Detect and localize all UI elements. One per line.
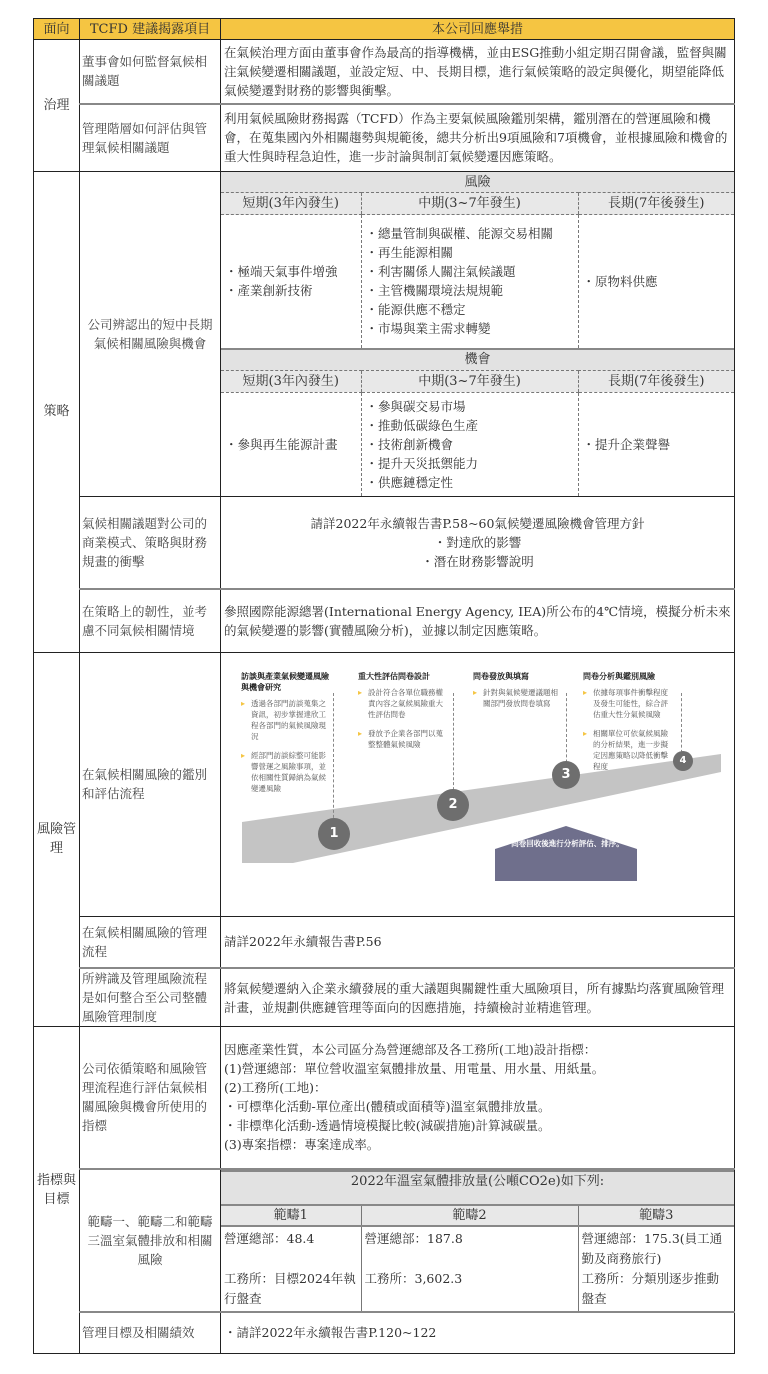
indicator-line: (3)專案指標：專案達成率。 [224,1137,380,1153]
risk-title: 風險 [221,172,734,193]
item-label: 在策略上的韌性，並考慮不同氣候相關情境 [80,589,221,652]
response-text: 利用氣候風險財務揭露（TCFD）作為主要氣候風險鑑別架構，鑑別潛在的營運風險和機會，在蒐集國內外相關趨勢與規範後，總共分析出9項風險和7項機會，並根據風險和機會的重大性與時程急迫性，進一步討論與制訂氣候變遷因應策略。 [221,104,735,172]
indicator-line: ・可標準化活動-單位產出(體積或面積等)溫室氣體排放量。 [224,1099,551,1115]
risk-table [221,172,734,496]
risk-process-diagram [221,653,734,916]
table-row [34,104,735,172]
step-1-text [241,671,329,802]
list-item: ・ 總量管制與碳權、能源交易相關 [366,224,574,243]
step-3-circle: 3 [552,761,580,789]
opportunity-title: 機會 [221,349,734,371]
table-row [34,40,735,104]
risk-long-list [583,272,731,291]
indicators-response [221,1027,735,1169]
col-short: 短期(3年內發生) [221,193,361,215]
col-mid: 中期(3~7年發生) [361,193,578,215]
step-3-text [473,671,561,717]
list-item: ・ 參與再生能源計畫 [225,435,357,454]
emissions-cell [221,1169,735,1312]
step-1-circle: 1 [318,818,350,850]
table-row [34,172,735,497]
step-2-text [358,671,448,758]
list-item: ・ 極端天氣事件增強 [225,262,357,281]
item-label: 董事會如何監督氣候相關議題 [80,40,221,104]
indicator-line: (1)營運總部：單位營收溫室氣體排放量、用電量、用水量、用紙量。 [224,1061,605,1077]
list-item: ・ 技術創新機會 [366,435,574,454]
indicator-line: 因應產業性質，本公司區分為營運總部及各工務所(工地)設計指標： [224,1042,597,1058]
item-label: 公司依循策略和風險管理流程進行評估氣候相關風險與機會所使用的指標 [80,1027,221,1169]
step-point: ▸ 針對與氣候變遷議題相關部門發放問卷填寫 [473,687,561,709]
list-item: ・ 提升天災抵禦能力 [366,454,574,473]
col-long: 長期(7年後發生) [578,370,734,392]
scope-1-header: 範疇1 [221,1205,361,1226]
list-item: ・ 市場與業主需求轉變 [366,319,574,338]
impact-line-1: 請詳2022年永續報告書P.58~60氣候變遷風險機會管理方針 [310,515,645,531]
emissions-table [221,1170,734,1311]
step-title: 問卷分析與鑑別風險 [583,671,655,681]
opportunity-short-list [225,435,357,454]
list-item: ・ 參與碳交易市場 [366,397,574,416]
step-title: 訪談與產業氣候變遷風險與機會研究 [241,671,329,692]
step-point: ▸ 透過各部門訪談蒐集之資訊，初步掌握達欣工程各部門的氣候風險現況 [241,698,329,742]
response-text: 在氣候治理方面由董事會作為最高的指導機構，並由ESG推動小組定期召開會議，監督與關注氣候變遷相關議題，並設定短、中、長期目標，進行氣候策略的設定與優化，期望能降低氣候變遷對財務的影響與衝擊。 [221,40,735,104]
table-row [34,496,735,589]
step-point: ▸ 依據每項事件衝擊程度及發生可能性，綜合評估重大性分氣候風險 [583,687,673,720]
callout-text: 問卷回收後進行分析評估、排序。 [511,838,624,848]
header-tcfd-item: TCFD 建議揭露項目 [80,19,221,40]
scope-2-hq: 營運總部：187.8 [364,1230,463,1246]
item-label: 所辨識及管理風險流程是如何整合至公司整體風險管理制度 [80,968,221,1027]
list-item: ・ 利害關係人關注氣候議題 [366,262,574,281]
divider [681,693,682,758]
list-item: ・ 推動低碳綠色生產 [366,416,574,435]
opportunity-long-list [583,435,731,454]
response-text: ・請詳2022年永續報告書P.120~122 [221,1312,735,1354]
list-item: ・ 供應鏈穩定性 [366,473,574,492]
scope-3-header: 範疇3 [578,1205,734,1226]
response-text: 將氣候變遷納入企業永續發展的重大議題與關鍵性重大風險項目，所有據點均落實風險管理計畫，並規劃供應鏈管理等面向的因應措施，持續檢討並精進管理。 [221,968,735,1027]
risk-mid-list [366,224,574,338]
list-item: ・ 能源供應不穩定 [366,300,574,319]
item-label: 在氣候相關風險的鑑別和評估流程 [80,652,221,916]
step-point: ▸ 設計符合各單位職務權責內容之氣候風險重大性評估問卷 [358,687,448,720]
impact-response [221,496,735,589]
risk-opportunity-cell [221,172,735,497]
list-item: ・ 產業創新技術 [225,281,357,300]
scope-2-site: 工務所：3,602.3 [364,1270,463,1286]
item-label: 公司辨認出的短中長期氣候相關風險與機會 [80,172,221,497]
aspect-metrics: 指標與目標 [34,1027,80,1354]
aspect-governance: 治理 [34,40,80,172]
step-point: ▸ 經部門訪談綜整可能影響營運之風險事項，並依相關性質歸納為氣候變遷風險 [241,750,329,794]
list-item: ・ 提升企業聲譽 [583,435,731,454]
table-row [34,968,735,1027]
item-label: 範疇一、範疇二和範疇三溫室氣體排放和相關風險 [80,1169,221,1312]
item-label: 管理目標及相關績效 [80,1312,221,1354]
col-long: 長期(7年後發生) [578,193,734,215]
divider [453,693,454,805]
step-4-circle: 4 [673,751,693,771]
scope-3-hq: 營運總部：175.3(員工通勤及商務旅行) [581,1230,723,1266]
header-aspect: 面向 [34,19,80,40]
step-2-circle: 2 [437,789,469,821]
header-response: 本公司回應舉措 [221,19,735,40]
process-diagram-cell [221,652,735,916]
list-item: ・ 主管機關環境法規規範 [366,281,574,300]
response-text: 請詳2022年永續報告書P.56 [221,916,735,968]
response-text: 參照國際能源總署(International Energy Agency, IEA)所公布的4℃情境，模擬分析未來的氣候變遷的影響(實體風險分析)，並據以制定因應策略。 [221,589,735,652]
tcfd-table [33,18,735,1354]
table-row [34,589,735,652]
impact-line-2: ・對達欣的影響 [433,534,522,550]
step-point: ▸ 發放予企業各部門以蒐整整體氣候風險 [358,728,448,750]
risk-short-list [225,262,357,300]
aspect-risk-management: 風險管理 [34,652,80,1027]
scope-1-site: 工務所：目標2024年執行盤查 [224,1270,356,1306]
aspect-strategy: 策略 [34,172,80,653]
step-title: 問卷發放與填寫 [473,671,529,681]
indicator-line: ・非標準化活動-透過情境模擬比較(減碳措施)計算減碳量。 [224,1118,551,1134]
divider [333,693,334,823]
scope-3-site: 工務所：分類別逐步推動盤查 [581,1270,720,1306]
opportunity-mid-list [366,397,574,492]
col-short: 短期(3年內發生) [221,370,361,392]
impact-line-3: ・潛在財務影響說明 [421,553,534,569]
col-mid: 中期(3~7年發生) [361,370,578,392]
scope-1-hq: 營運總部：48.4 [224,1230,315,1246]
item-label: 氣候相關議題對公司的商業模式、策略與財務規畫的衝擊 [80,496,221,589]
indicator-line: (2)工務所(工地)： [224,1080,327,1096]
list-item: ・ 原物料供應 [583,272,731,291]
step-point: ▸ 相關單位可依氣候風險的分析結果，進一步擬定因應策略以降低衝擊程度 [583,728,673,772]
step-4-text [583,671,673,780]
table-row [34,916,735,968]
item-label: 在氣候相關風險的管理流程 [80,916,221,968]
step-title: 重大性評估問卷設計 [358,671,430,681]
item-label: 管理階層如何評估與管理氣候相關議題 [80,104,221,172]
emissions-title: 2022年溫室氣體排放量(公噸CO2e)如下列: [221,1171,734,1205]
table-row [34,652,735,916]
table-row [34,1312,735,1354]
list-item: ・ 再生能源相關 [366,243,574,262]
table-row [34,1169,735,1312]
table-row [34,1027,735,1169]
table-header-row [34,19,735,40]
scope-2-header: 範疇2 [361,1205,578,1226]
